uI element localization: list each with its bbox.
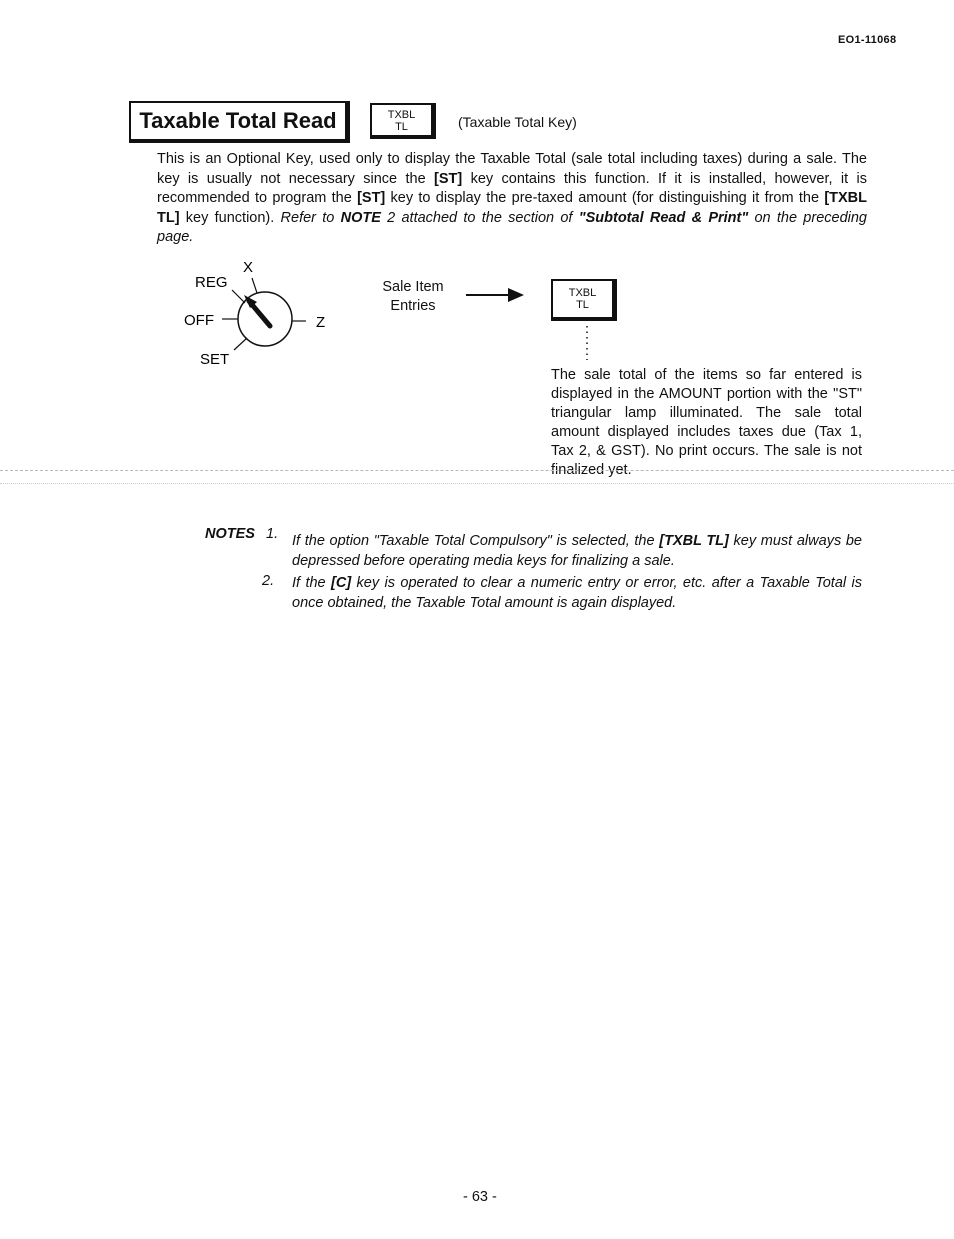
page-number: - 63 -	[463, 1189, 497, 1205]
intro-text: Refer to	[280, 209, 341, 226]
intro-text: This is an Optional Key, used only to display the Taxable Total (sale total including taxes) during a sale. The key is usually not necessary since the	[157, 151, 867, 187]
mode-reg-label: REG	[195, 274, 228, 291]
note-text: If the option "Taxable Total Compulsory" is selected, the	[292, 533, 660, 549]
txbl-key-ref: [TXBL TL]	[157, 190, 867, 226]
note-number: 1.	[266, 526, 279, 542]
key-label-top: TXBL	[387, 109, 416, 121]
dotted-connector	[584, 324, 590, 362]
intro-paragraph	[157, 150, 867, 248]
entries-line: Entries	[390, 298, 436, 314]
note-1	[292, 532, 862, 571]
note-text: key must always be depressed before operating media keys for finalizing a sale.	[292, 533, 862, 569]
key-label-bottom: TL	[395, 121, 408, 133]
document-id: EO1-11068	[838, 34, 897, 46]
txbl-tl-key-icon	[551, 279, 617, 321]
intro-text: key function).	[179, 209, 281, 226]
intro-text: key to display the pre-taxed amount (for distinguishing it from the	[385, 190, 825, 206]
mode-x-label: X	[243, 259, 254, 276]
scan-artifact-line	[0, 470, 954, 471]
txbl-tl-key-icon	[370, 103, 436, 139]
key-label-bottom: TL	[576, 299, 589, 311]
intro-text: key contains this function. If it is installed, however, it is recommended to program the	[157, 170, 867, 206]
note-number: 2.	[262, 573, 275, 589]
st-key-ref: [ST]	[357, 190, 386, 206]
result-description: The sale total of the items so far entered is displayed in the AMOUNT portion with the "ST" triangular lamp illuminated. The sale total amount displayed includes taxes due (Tax 1, Tax 2, & GST). No print occurs. The sale is not finalized yet.	[551, 367, 862, 478]
reg-tick	[232, 290, 245, 303]
section-title: Taxable Total Read	[129, 101, 350, 143]
set-tick	[234, 338, 247, 350]
c-key-ref: [C]	[331, 575, 352, 591]
entries-line: Sale Item	[382, 279, 444, 295]
key-description: (Taxable Total Key)	[458, 114, 577, 130]
note-2	[292, 574, 862, 613]
mode-off-label: OFF	[184, 312, 214, 329]
note-text: key is operated to clear a numeric entry or error, etc. after a Taxable Total is once obtained, the Taxable Total amount is again displayed.	[292, 575, 862, 611]
notes-label: NOTES	[205, 526, 255, 542]
mode-switch-diagram	[178, 255, 338, 370]
mode-set-label: SET	[200, 351, 230, 368]
note-ref: NOTE	[340, 209, 381, 226]
st-key-ref: [ST]	[434, 170, 463, 187]
mode-z-label: Z	[316, 314, 326, 331]
note-text: If the	[292, 575, 332, 591]
arrow-right-icon	[464, 286, 526, 304]
intro-text: on the preceding page.	[157, 209, 867, 245]
subtotal-section-ref: "Subtotal Read & Print"	[578, 209, 749, 226]
sale-item-entries	[373, 278, 453, 316]
scan-artifact-line	[0, 483, 954, 484]
intro-text: 2 attached to the section of	[380, 209, 579, 226]
txbl-key-ref: [TXBL TL]	[659, 533, 729, 549]
key-label-top: TXBL	[568, 287, 597, 299]
x-tick	[252, 278, 257, 293]
